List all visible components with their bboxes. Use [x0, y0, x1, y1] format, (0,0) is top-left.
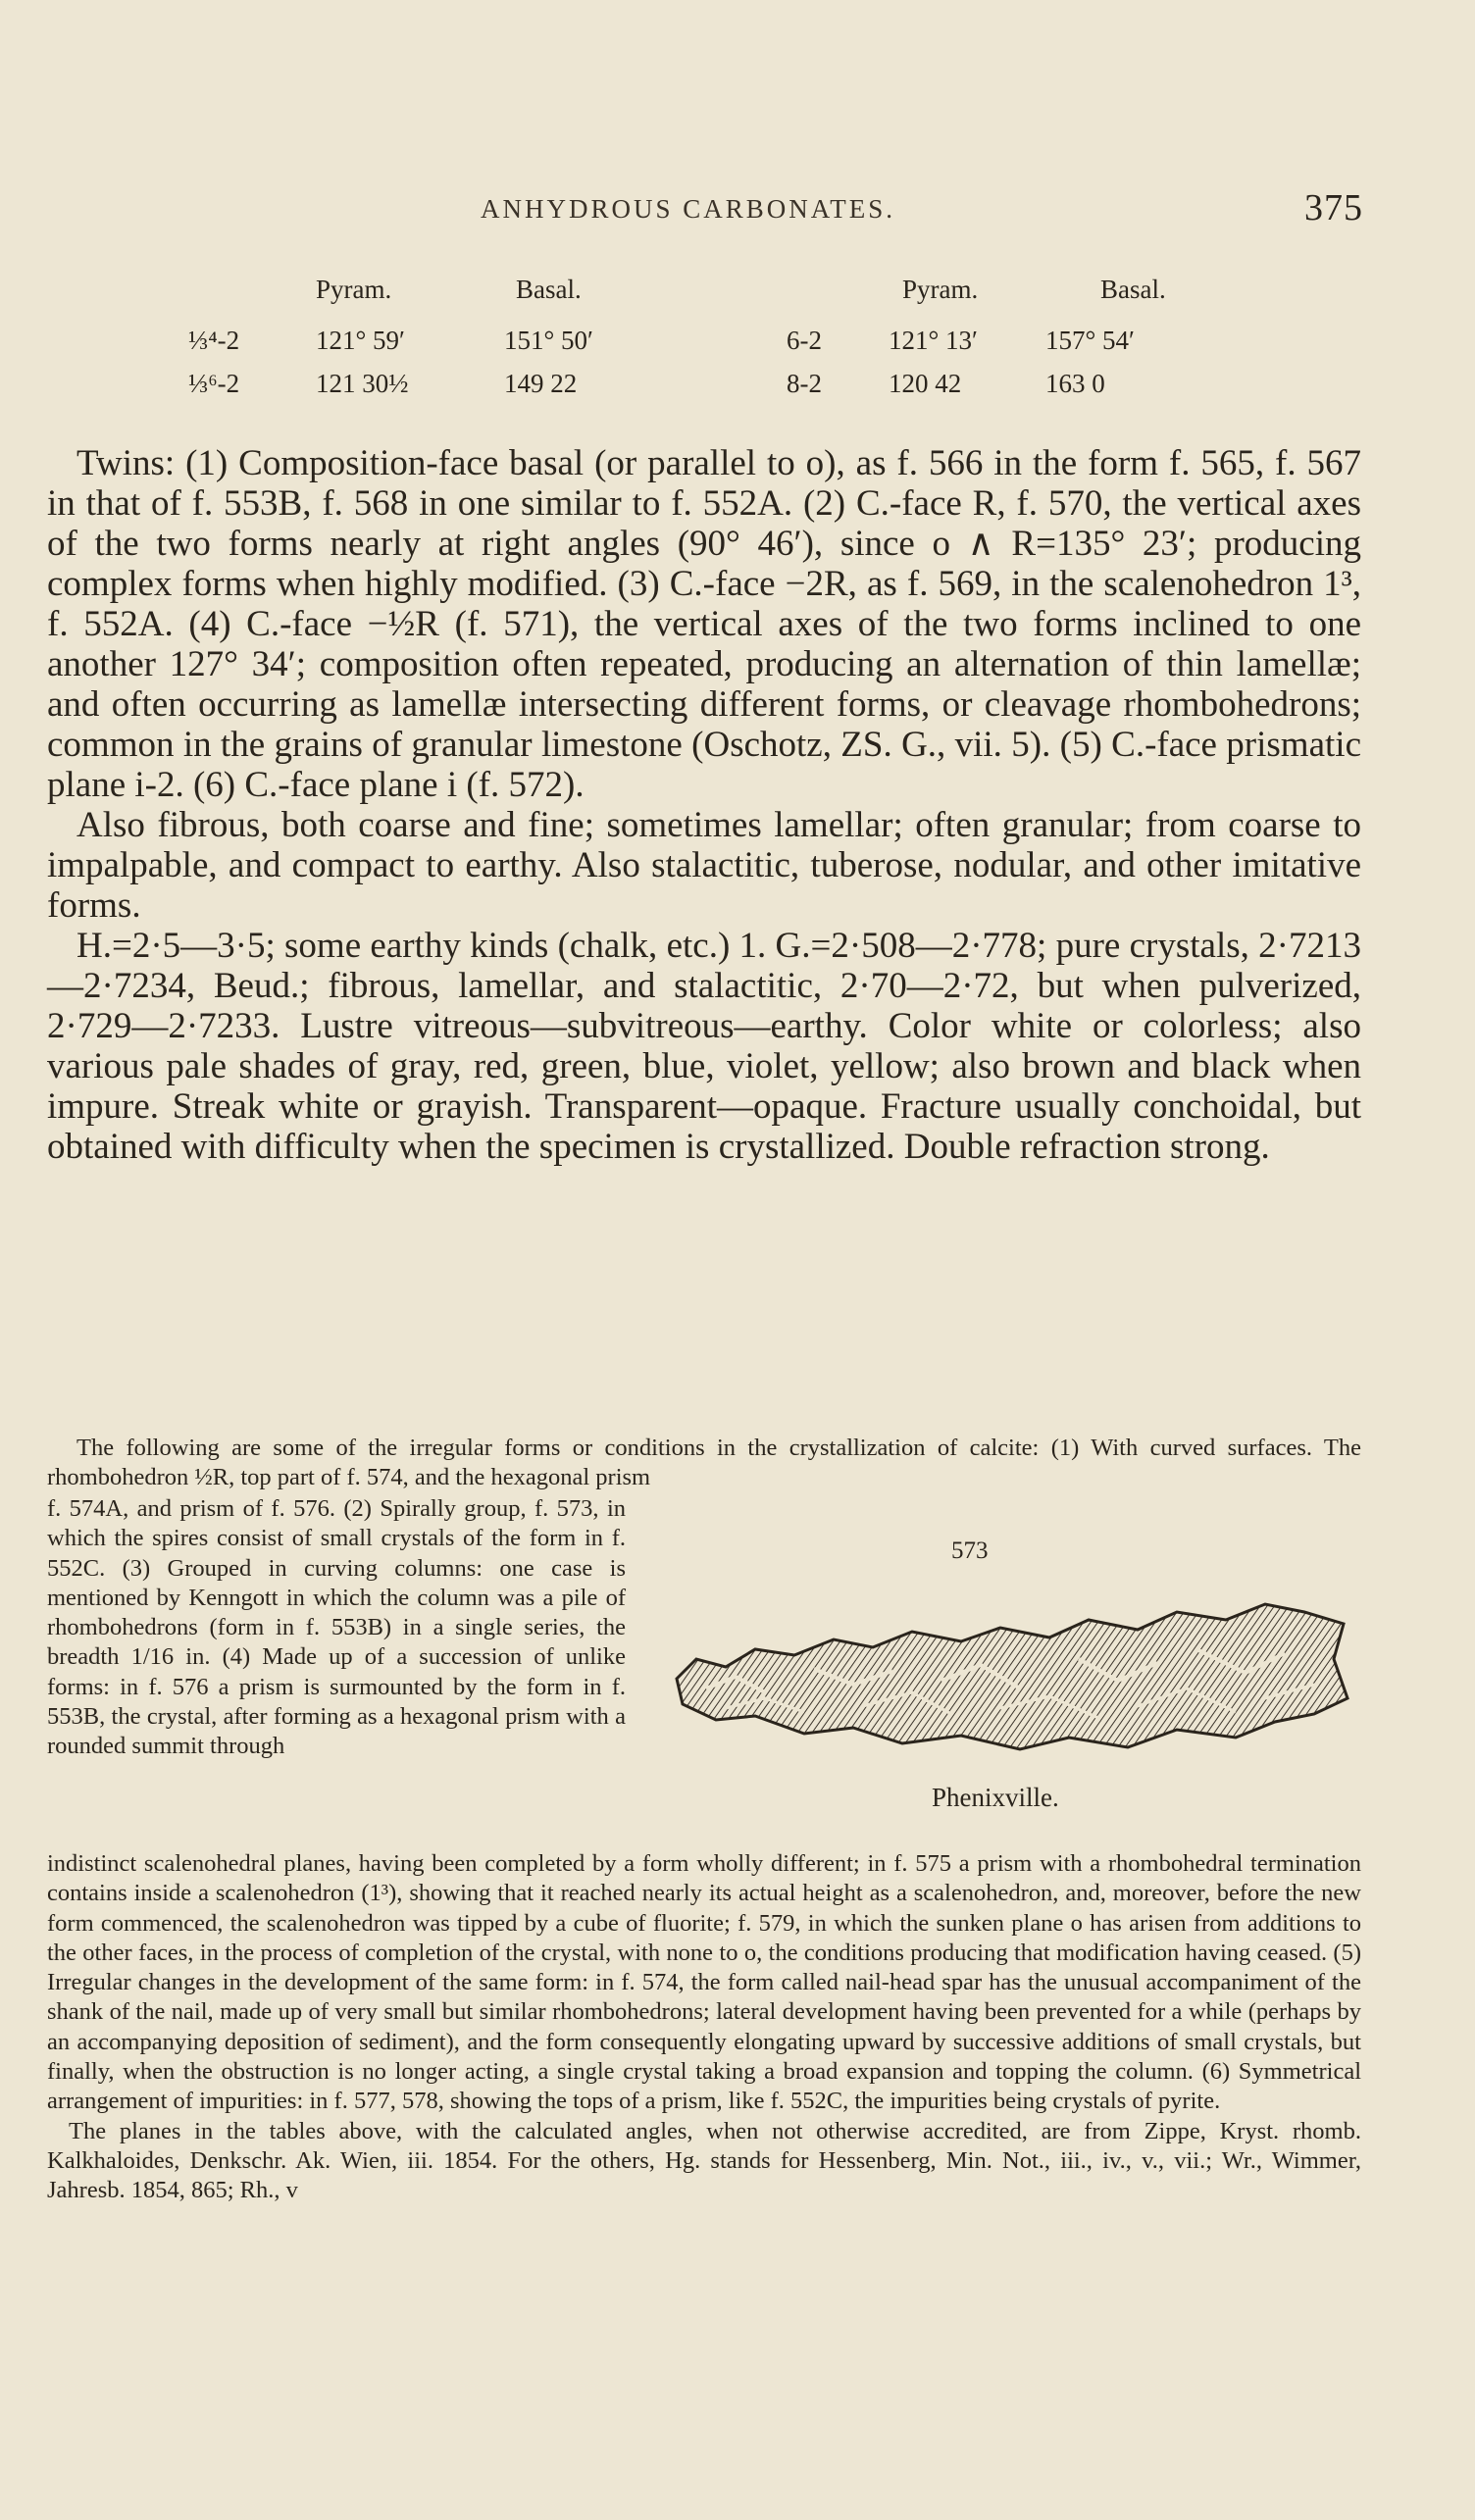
paragraph-forms: Also fibrous, both coarse and fine; sometimes lamellar; often granular; from coarse to impalpable, and compact to earthy. Also stalactitic, tuberose, nodular, and other imitative forms.	[47, 805, 1361, 926]
table-cell: 157° 54′	[1045, 326, 1135, 355]
figure-caption: Phenixville.	[932, 1783, 1059, 1812]
crystal-group-illustration	[667, 1590, 1353, 1767]
paragraph-properties: H.=2·5—3·5; some earthy kinds (chalk, etc.) 1. G.=2·508—2·778; pure crystals, 2·7213—2·7234, Beud.; fibrous, lamellar, and stalactitic, 2·70—2·72, but when pulverized, 2·729—2·7233. Lustre vitreous—subvitreous—earthy. Color white or colorless; also various pale shades of gray, red, green, blue, violet, yellow; also brown and black when impure. Streak white or grayish. Transparent—opaque. Fracture usually conchoidal, but obtained with difficulty when the specimen is crystallized. Double refraction strong.	[47, 926, 1361, 1167]
small-print-intro: The following are some of the irregular forms or conditions in the crystallization of calcite: (1) With curved surfaces. The rhombohedron ½R, top part of f. 574, and the hexagonal prism	[47, 1435, 1361, 1491]
table-cell: 6-2	[787, 326, 822, 355]
table-cell: ⅓⁶-2	[188, 369, 240, 398]
table-cell: 8-2	[787, 369, 822, 398]
small-print-left-column	[47, 1494, 626, 1762]
figure-573	[657, 1530, 1363, 1824]
small-print-column-text: f. 574A, and prism of f. 576. (2) Spirally group, f. 573, in which the spires consist of small crystals of the form in f. 552C. (3) Grouped in curving columns: one case is mentioned by Kenngott in which the column was a pile of rhombohedrons (form in f. 553B) in a single series, the breadth 1/16 in. (4) Made up of a succession of unlike forms: in f. 576 a prism is surmounted by the form in f. 553B, the crystal, after forming as a hexagonal prism with a rounded summit through	[47, 1495, 626, 1760]
small-print-sources: The planes in the tables above, with the calculated angles, when not otherwise accredited, are from Zippe, Kryst. rhomb. Kalkhaloides, Denkschr. Ak. Wien, iii. 1854. For the others, Hg. stands for Hessenberg, Min. Not., iii., iv., v., vii.; Wr., Wimmer, Jahresb. 1854, 865; Rh., v	[47, 2117, 1361, 2204]
table-header: Pyram.	[316, 275, 392, 304]
table-cell: 121° 13′	[889, 326, 978, 355]
running-title: ANHYDROUS CARBONATES.	[481, 194, 896, 224]
small-print-continuation: indistinct scalenohedral planes, having been completed by a form wholly different; in f. 575 a prism with a rhombohedral termination contains inside a scalenohedron (1³), showing that it reached nearly its actual height as a scalenohedron, and, moreover, before the new form commenced, the scalenohedron was tipped by a cube of fluorite; f. 579, in which the sunken plane o has arisen from additions to the other faces, in the process of completion of the crystal, with none to o, the conditions producing that modification having ceased. (5) Irregular changes in the development of the same form: in f. 574, the form called nail-head spar has the unusual accompaniment of the shank of the nail, made up of very small but similar rhombohedrons; lateral development having been prevented for a while (perhaps by an accompanying deposition of sediment), and the form consequently elongating upward by successive additions of small crystals, but finally, when the obstruction is no longer acting, a single crystal taking a broad expansion and topping the column. (6) Symmetrical arrangement of impurities: in f. 577, 578, showing the tops of a prism, like f. 552C, the impurities being crystals of pyrite.	[47, 1850, 1361, 2115]
figure-number: 573	[951, 1537, 989, 1564]
table-header: Pyram.	[902, 275, 979, 304]
paragraph-twins: Twins: (1) Composition-face basal (or parallel to o), as f. 566 in the form f. 565, f. 567 in that of f. 553B, f. 568 in one similar to f. 552A. (2) C.-face R, f. 570, the vertical axes of the two forms nearly at right angles (90° 46′), since o ∧ R=135° 23′; producing complex forms when highly modified. (3) C.-face −2R, as f. 569, in the scalenohedron 1³, f. 552A. (4) C.-face −½R (f. 571), the vertical axes of the two forms inclined to one another 127° 34′; composition often repeated, producing an alternation of thin lamellæ; and often occurring as lamellæ intersecting different forms, or cleavage rhombohedrons; common in the grains of granular limestone (Oschotz, ZS. G., vii. 5). (5) C.-face prismatic plane i-2. (6) C.-face plane i (f. 572).	[47, 443, 1361, 805]
main-text	[47, 443, 1361, 1167]
table-cell: 121° 59′	[316, 326, 405, 355]
table-cell: 120 42	[889, 369, 962, 398]
table-header: Basal.	[1100, 275, 1166, 304]
table-cell: 163 0	[1045, 369, 1105, 398]
table-cell: 151° 50′	[504, 326, 593, 355]
page-number: 375	[1304, 187, 1363, 228]
table-cell: ⅓⁴-2	[188, 326, 240, 355]
small-print-bottom	[47, 1849, 1361, 2206]
table-header: Basal.	[516, 275, 582, 304]
table-cell: 149 22	[504, 369, 578, 398]
angle-table	[0, 275, 1475, 402]
table-cell: 121 30½	[316, 369, 409, 398]
small-print-top	[47, 1434, 1361, 1493]
